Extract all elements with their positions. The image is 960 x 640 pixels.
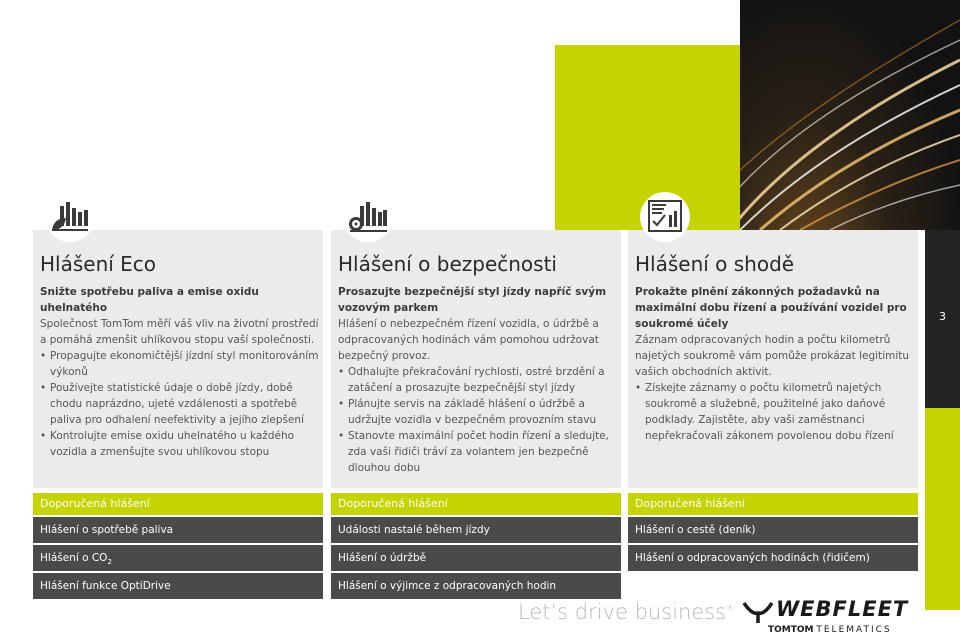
recommended-heading: Doporučená hlášení (628, 493, 918, 515)
list-item: • Získejte záznamy o počtu kilometrů najetých soukromě a služebně, použitelné jako daňové podklady. Zajistěte, aby vaši zaměstnanci nepřekračovali zákonem povolenou dobu řízení (635, 380, 914, 444)
bullet-list (338, 364, 617, 476)
logo-telematics: TELEMATICS (816, 625, 892, 635)
panel-compliance-report (628, 230, 918, 488)
panel-body (635, 284, 914, 444)
list-item: • Propagujte ekonomičtější jízdní styl monitorováním výkonů (40, 348, 319, 380)
recommended-report-link[interactable] (33, 545, 323, 571)
lime-side-strip (925, 408, 960, 610)
list-item: • Používejte statistické údaje o době jízdy, době chodu naprázdno, ujeté vzdálenosti a spotřebě paliva pro odhalení neefektivity a jejího zlepšení (40, 380, 319, 428)
tagline (518, 600, 734, 624)
panel-safety-report (331, 230, 621, 488)
list-item: • Stanovte maximální počet hodin řízení a sledujte, zda vaši řidiči tráví za volantem jen bezpečně dlouhou dobu (338, 428, 617, 476)
recommended-heading: Doporučená hlášení (33, 493, 323, 515)
panel-text: Záznam odpracovaných hodin a počtu kilometrů najetých soukromě vám pomůže prokázat legitimitu vašich obchodních aktivit. (635, 334, 910, 378)
panel-body (338, 284, 617, 476)
panel-text: Společnost TomTom měří váš vliv na životní prostředí a pomáhá zmenšit uhlíkovou stopu vaší společnosti. (40, 318, 319, 346)
logo-brand: TOMTOM (768, 625, 814, 635)
recommended-report-link[interactable]: Hlášení o výjimce z odpracovaných hodin (331, 573, 621, 599)
recommended-reports-safety (331, 493, 621, 599)
panel-text: Hlášení o nebezpečném řízení vozidla, o údržbě a odpracovaných hodinách vám pomohou udržovat bezpečný provoz. (338, 318, 599, 362)
recommended-report-link[interactable]: Hlášení o cestě (deník) (628, 517, 918, 543)
recommended-report-link[interactable]: Hlášení o údržbě (331, 545, 621, 571)
recommended-report-link[interactable]: Hlášení o spotřebě paliva (33, 517, 323, 543)
co2-subscript: 2 (107, 558, 112, 567)
panel-eco-report (33, 230, 323, 488)
webfleet-mark-icon (742, 599, 774, 625)
webfleet-logo (742, 597, 922, 639)
report-label: Hlášení o CO (40, 552, 108, 564)
page-number: 3 (939, 310, 946, 323)
registered-mark: ® (726, 604, 735, 613)
safety-bar-chart-icon (343, 192, 393, 242)
panel-title: Hlášení o bezpečnosti (338, 252, 557, 276)
highway-light-trails-photo (740, 0, 960, 230)
compliance-document-chart-icon (640, 192, 690, 242)
recommended-reports-eco (33, 493, 323, 599)
panel-title: Hlášení o shodě (635, 252, 795, 276)
panel-lead: Snižte spotřebu paliva a emise oxidu uhelnatého (40, 286, 259, 314)
logo-wordmark: WEBFLEET (776, 597, 909, 621)
leaf-bar-chart-icon (45, 192, 95, 242)
panel-title: Hlášení Eco (40, 252, 157, 276)
panel-body (40, 284, 319, 460)
recommended-reports-compliance (628, 493, 918, 571)
list-item: • Plánujte servis na základě hlášení o údržbě a udržujte vozidla v bezpečném provozním stavu (338, 396, 617, 428)
list-item: • Odhalujte překračování rychlosti, ostré brzdění a zatáčení a prosazujte bezpečnější styl jízdy (338, 364, 617, 396)
bullet-list (40, 348, 319, 460)
logo-subline (768, 625, 892, 635)
tagline-text: Let’s drive business (518, 600, 727, 624)
recommended-heading: Doporučená hlášení (331, 493, 621, 515)
recommended-report-link[interactable]: Události nastalé během jízdy (331, 517, 621, 543)
recommended-report-link[interactable]: Hlášení funkce OptiDrive (33, 573, 323, 599)
list-item: • Kontrolujte emise oxidu uhelnatého u každého vozidla a zmenšujte svou uhlíkovou stopu (40, 428, 319, 460)
bullet-list (635, 380, 914, 444)
recommended-report-link[interactable]: Hlášení o odpracovaných hodinách (řidičem) (628, 545, 918, 571)
panel-lead: Prosazujte bezpečnější styl jízdy napříč svým vozovým parkem (338, 286, 607, 314)
panel-lead: Prokažte plnění zákonných požadavků na maximální dobu řízení a používání vozidel pro soukromé účely (635, 286, 907, 330)
